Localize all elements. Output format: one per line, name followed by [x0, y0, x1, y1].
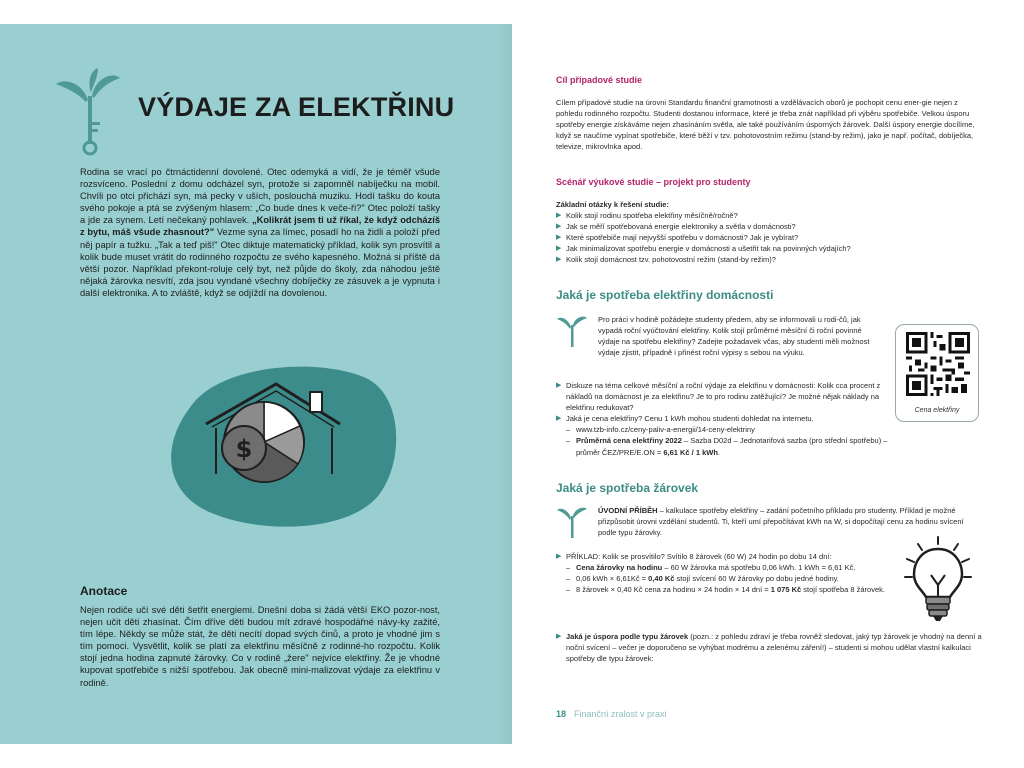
story-text-2: Vezme syna za límec, posadí ho na židli a položí před něj papír a tužku. „Tak a teď piš!" Otec diktuje matematický příklad, kolik syn prosvítil a kolik bude muset vrátit do rodinného rozpočtu ze svého kapesného. Možná si příště dá větší pozor. Například překont-roluje celý byt, než půjde do školy, zda náhodou ještě nějaká žárovka nesvítí, zda jsou vyndané všechny dobíječky ze zásuvek a je vypnuta i další elektronika. A to zvláště, když se odjíždí na dovolenou. [80, 227, 440, 298]
qr-caption: Cena elektřiny [914, 407, 960, 414]
sub-item-link[interactable]: – www.tzb-info.cz/ceny-paliv-a-energii/14-ceny-elektriny [566, 425, 755, 435]
triangle-bullet-icon: ▶ [556, 382, 562, 389]
qr-code-icon[interactable] [906, 332, 970, 396]
question-text: Kolik stojí rodinu spotřeba elektřiny měsíčně/ročně? [566, 211, 738, 220]
list-item [556, 232, 976, 243]
step-value: 0,40 Kč [648, 574, 675, 584]
page-title: VÝDAJE ZA ELEKTŘINU [138, 92, 455, 122]
intro-label: ÚVODNÍ PŘÍBĚH [598, 506, 658, 515]
light-bulb-icon [902, 535, 974, 623]
bullet-text: Diskuze na téma celkové měsíční a roční výdaje za elektřinu v domácnosti: Kolik cca procent z nákladů na domácnost je za elektřinu? Je to pro rodinu zatěžující? Je možné nějak náklady na elektřinu redukovat? [566, 381, 881, 413]
plant-icon [556, 313, 588, 347]
anotace-heading: Anotace [80, 584, 128, 598]
triangle-bullet-icon: ▶ [556, 553, 562, 560]
questions-heading [556, 199, 669, 210]
list-item [556, 413, 888, 424]
story-paragraph [80, 166, 440, 299]
qr-code-box[interactable] [895, 324, 979, 422]
page-gutter [498, 24, 512, 744]
step-value: 1 075 Kč [770, 585, 802, 595]
list-item [556, 243, 976, 254]
scenario-heading: Scénář výukové studie – projekt pro studenty [556, 177, 751, 187]
questions-heading-text: Základní otázky k řešení studie: [556, 200, 669, 209]
bullet-text: Jaká je cena elektřiny? Cenu 1 kWh mohou studenti dohledat na internetu. [566, 414, 814, 424]
triangle-bullet-icon: ▶ [556, 223, 562, 231]
saving-list [556, 631, 982, 664]
section-heading-electricity: Jaká je spotřeba elektřiny domácnosti [556, 288, 774, 302]
list-item [556, 210, 976, 221]
triangle-bullet-icon: ▶ [556, 415, 562, 423]
plant-icon [556, 504, 588, 538]
goal-paragraph: Cílem případové studie na úrovni Standardu finanční gramotnosti a vzdělávacích oborů je pochopit cenu ener-gie nejen z pohledu rodinného rozpočtu. Studenti dostanou informace, které je třeba znát například při výběru spotřebiče. Velkou úsporu spotřeby energie získáváme nejen zhasínáním světla, ale také používáním úsporných žárovek. Další úspory energie docílíme, když se naučíme vypínat spotřebiče, které běží v tzv. pohotovostním režimu (stand-by režim), jako je např. počítač, dobíječka, televize, mikrovlnka apod. [556, 98, 975, 152]
page-footer [556, 709, 667, 719]
questions-list [556, 210, 976, 265]
price-text: – Sazba D02d – Jednotarifová sazba (pro střední spotřebu) – průměr ČEZ/PRE/E.ON = [576, 436, 888, 457]
sub-item: – 8 žárovek × 0,40 Kč cena za hodinu × 24 hodin × 14 dní = 1 075 Kč stojí spotřeba 8 žárovek. [566, 585, 885, 595]
question-text: Jak minimalizovat spotřebu energie v domácnosti a ušetřit tak na povinných výdajích? [566, 244, 851, 254]
question-text: Které spotřebiče mají nejvyšší spotřebu v domácnosti? Jak je vybírat? [566, 233, 799, 243]
price-label: Průměrná cena elektřiny 2022 [576, 436, 682, 446]
house-pie-chart-icon [152, 356, 404, 532]
price-value: 6,61 Kč / 1 kWh [663, 447, 718, 457]
list-item [556, 380, 888, 413]
sub-item: – 0,06 kWh × 6,61Kč = 0,40 Kč stojí svícení 60 W žárovky po dobu jedné hodiny. [566, 574, 839, 584]
electricity-bullets [556, 380, 888, 458]
saving-label: Jaká je úspora podle typu žárovek [566, 632, 689, 641]
book-title: Finanční zralost v praxi [574, 709, 667, 719]
svg-text:$: $ [235, 435, 253, 463]
sub-item: – Cena žárovky na hodinu – 60 W žárovka má spotřebu 0,06 kWh. 1 kWh = 6,61 Kč. [566, 563, 856, 573]
story-text-1: Rodina se vrací po čtrnáctidenní dovolené. Otec odemyká a vidí, že je téměř všude rozsvíceno. Poslední z domu odcházel syn, protože si zapomněl nabíječku na mobil. Chvíli po otci přichází syn, má pecky v uších, poslouchá muziku. Hodí tašku do kouta svého pokoje a ptá se zvýšeným hlasem: „Co bude dnes k veče-ři?" Otec položí tašky a jde za synem. Letí nečekaný pohlavek. [80, 167, 440, 226]
section-heading-bulbs: Jaká je spotřeba žárovek [556, 481, 699, 495]
triangle-bullet-icon: ▶ [556, 212, 562, 219]
step-text: – 60 W žárovka má spotřebu 0,06 kWh. 1 kWh = 6,61 Kč. [662, 563, 856, 573]
question-text: Jak se měří spotřebovaná energie elektroniky a světla v domácnosti? [566, 222, 796, 232]
list-item [556, 221, 976, 232]
triangle-bullet-icon: ▶ [556, 234, 562, 242]
list-item [556, 551, 892, 562]
triangle-bullet-icon: ▶ [556, 256, 562, 264]
sub-item-price: – Průměrná cena elektřiny 2022 – Sazba D02d – Jednotarifová sazba (pro střední spotřebu) – průměr ČEZ/PRE/E.ON = 6,61 Kč / 1 kWh. [566, 436, 888, 457]
list-item [556, 631, 982, 664]
anotace-paragraph: Nejen rodiče učí své děti šetřit energiemi. Dnešní doba si žádá větší EKO pozor-nost, nejen učit děti zhasínat. Čím dříve děti budou mít zdravé hospodářné návy-ky zažité, tím lépe. Někdy se může stát, že děti necítí dopad svých činů, a proto je vhodné jim s tím pomoci. Vysvětlit, kolik se platí za elektřinu měsíčně z rodinné-ho rozpočtu. Kolik stojí jedna hodina zapnuté žárovky. Co v rodině „žere" nejvíce elektřiny. Že je vhodné kupovat spotřebiče s nižší spotřebou. Jak obecně mini-malizovat výdaje za elektřinu v rodině. [80, 605, 440, 688]
intro-text: – kalkulace spotřeby elektřiny – zadání početního příkladu pro studenty. Příklad je možné přizpůsobit úrovni vzdělání studentů. Ti, kteří umí přepočítávat kWh na W, si dopočítají cenu za hodinu svícení podle typu žárovky. [598, 506, 964, 538]
example-list [556, 551, 892, 595]
triangle-bullet-icon: ▶ [556, 633, 562, 640]
list-item [556, 254, 976, 265]
goal-heading: Cíl případové studie [556, 75, 643, 85]
electricity-intro: Pro práci v hodině požádejte studenty předem, aby se informovali u rodi-čů, jak vypadá roční vyúčtování elektřiny. Kolik stojí průměrné měsíční či roční povinné výdaje na spotřebu elektřiny? Zadejte požadavek včas, aby studenti měli možnost výdaje zjistit, případně i přinést roční výpisy s sebou na výuku. [598, 315, 870, 358]
key-plant-icon [52, 66, 122, 156]
triangle-bullet-icon: ▶ [556, 245, 562, 253]
example-text: PŘÍKLAD: Kolik se prosvítilo? Svítilo 8 žárovek (60 W) 24 hodin po dobu 14 dní: [566, 552, 832, 561]
bulbs-intro [598, 505, 982, 538]
question-text: Kolik stojí domácnost tzv. pohotovostní režim (stand-by režim)? [566, 255, 776, 265]
story-quote: „Kolikrát jsem ti už říkal, že když odcházíš z bytu, máš všude zhasnout?" [80, 215, 440, 238]
page-number: 18 [556, 709, 567, 719]
price-link[interactable]: www.tzb-info.cz/ceny-paliv-a-energii/14-ceny-elektriny [576, 425, 755, 435]
saving-text: (pozn.: z pohledu zdraví je třeba rovněž sledovat, jaký typ žárovek je vhodný na denní a noční svícení – večer je doporučeno se vyhýbat modrému a zelenému záření!) – studenti si mohou udělat vlastní kalkulaci spotřeby dle typu žárovek: [566, 632, 982, 664]
step-label: Cena žárovky na hodinu [576, 563, 663, 573]
